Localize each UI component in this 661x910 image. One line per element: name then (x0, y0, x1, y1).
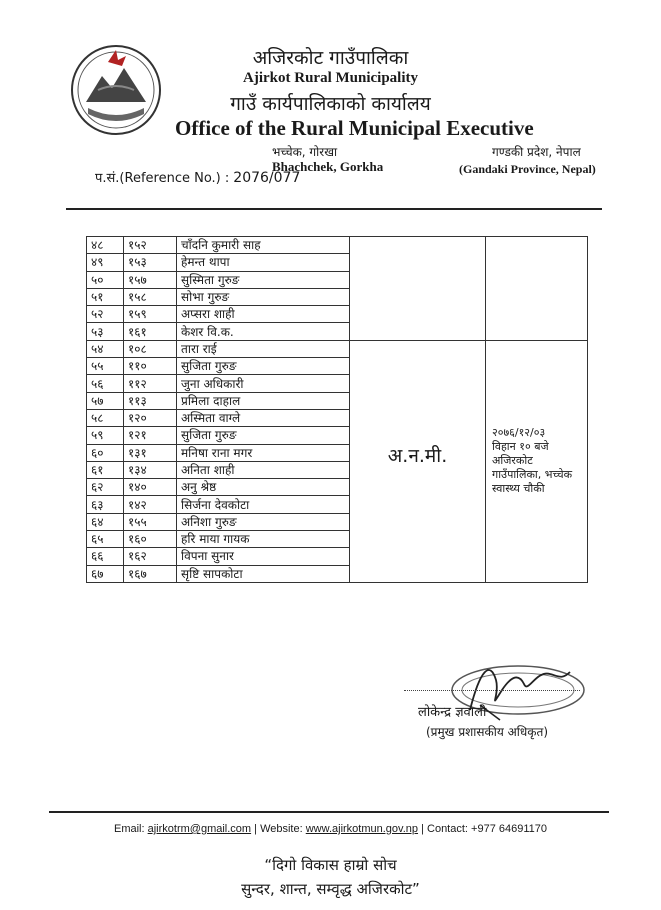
serial-number-cell: ५६ (87, 375, 124, 392)
roll-number-cell: १४२ (124, 496, 177, 513)
roll-number-cell: १५९ (124, 306, 177, 323)
footer-divider (49, 811, 609, 813)
slogan-line-2: सुन्दर, शान्त, सम्वृद्ध अजिरकोट” (241, 880, 420, 898)
candidate-name-cell: सुस्मिता गुरुङ (177, 271, 350, 288)
candidate-name-cell: प्रमिला दाहाल (177, 392, 350, 409)
serial-number-cell: ६६ (87, 548, 124, 565)
candidate-name-cell: जुना अधिकारी (177, 375, 350, 392)
roll-number-cell: १२१ (124, 427, 177, 444)
slogan-line-1: “दिगो विकास हाम्रो सोच (264, 856, 397, 874)
group-cell (350, 340, 486, 582)
serial-number-cell: ६० (87, 444, 124, 461)
serial-number-cell: ४८ (87, 237, 124, 254)
exam-venue-3: स्वास्थ्य चौकी (492, 482, 545, 496)
roll-number-cell: १६१ (124, 323, 177, 340)
roll-number-cell: १३१ (124, 444, 177, 461)
serial-number-cell: ६३ (87, 496, 124, 513)
roll-number-cell: १०८ (124, 340, 177, 357)
roll-number-cell: ११० (124, 358, 177, 375)
signatory-title: (प्रमुख प्रशासकीय अधिकृत) (426, 725, 549, 739)
candidate-name-cell: सुजिता गुरुङ (177, 427, 350, 444)
serial-number-cell: ५० (87, 271, 124, 288)
table-row (87, 340, 588, 357)
header-divider (66, 208, 602, 210)
exam-venue-1: अजिरकोट (492, 454, 533, 468)
serial-number-cell: ५४ (87, 340, 124, 357)
candidate-name-cell: विपना सुनार (177, 548, 350, 565)
address-nepali: भच्चेक, गोरखा (272, 145, 338, 159)
empty-group-cell (350, 237, 486, 341)
table-row (87, 237, 588, 254)
reference-number (95, 168, 300, 186)
exam-info-cell (486, 340, 588, 582)
serial-number-cell: ६४ (87, 513, 124, 530)
contact-number: | Contact: +977 64691170 (421, 823, 547, 835)
serial-number-cell: ५१ (87, 288, 124, 305)
serial-number-cell: ६७ (87, 565, 124, 582)
exam-date: २०७६/१२/०३ (492, 426, 546, 440)
signatory-name: लोकेन्द्र ज्ञवाली (418, 705, 487, 720)
candidate-name-cell: अनु श्रेष्ठ (177, 479, 350, 496)
candidate-name-cell: सिर्जना देवकोटा (177, 496, 350, 513)
roll-number-cell: ११२ (124, 375, 177, 392)
website-link[interactable]: www.ajirkotmun.gov.np (305, 823, 419, 835)
exam-venue-2: गाउँपालिका, भच्चेक (492, 468, 573, 482)
serial-number-cell: ५२ (87, 306, 124, 323)
roll-number-cell: १५८ (124, 288, 177, 305)
address-english: Bhachchek, Gorkha (272, 159, 384, 174)
candidate-table (86, 236, 588, 583)
roll-number-cell: ११३ (124, 392, 177, 409)
province-english: (Gandaki Province, Nepal) (459, 162, 596, 176)
candidate-name-cell: हेमन्त थापा (177, 254, 350, 271)
website-label: | Website: (254, 823, 303, 835)
candidate-name-cell: अनिता शाही (177, 461, 350, 478)
serial-number-cell: ५७ (87, 392, 124, 409)
candidate-name-cell: सोभा गुरुङ (177, 288, 350, 305)
office-name-nepali: गाउँ कार्यपालिकाको कार्यालय (230, 93, 431, 115)
serial-number-cell: ५३ (87, 323, 124, 340)
serial-number-cell: ६५ (87, 531, 124, 548)
roll-number-cell: १३४ (124, 461, 177, 478)
candidate-name-cell: मनिषा राना मगर (177, 444, 350, 461)
candidate-name-cell: अप्सरा शाही (177, 306, 350, 323)
candidate-name-cell: चाँदनि कुमारी साह (177, 237, 350, 254)
candidate-name-cell: अस्मिता वाग्ले (177, 409, 350, 426)
serial-number-cell: ४९ (87, 254, 124, 271)
office-name-english: Office of the Rural Municipal Executive (175, 116, 534, 140)
signature-line (404, 690, 580, 691)
exam-time: विहान १० बजे (492, 440, 549, 454)
province-nepali: गण्डकी प्रदेश, नेपाल (492, 145, 581, 159)
candidate-name-cell: हरि माया गायक (177, 531, 350, 548)
empty-info-cell (486, 237, 588, 341)
roll-number-cell: १५३ (124, 254, 177, 271)
roll-number-cell: १६७ (124, 565, 177, 582)
municipality-name-english: Ajirkot Rural Municipality (243, 70, 418, 86)
contact-footer (0, 823, 661, 835)
roll-number-cell: १४० (124, 479, 177, 496)
email-link[interactable]: ajirkotrm@gmail.com (147, 823, 252, 835)
roll-number-cell: १५७ (124, 271, 177, 288)
roll-number-cell: १५५ (124, 513, 177, 530)
roll-number-cell: १२० (124, 409, 177, 426)
municipality-name-nepali: अजिरकोट गाउँपालिका (252, 47, 409, 69)
serial-number-cell: ५९ (87, 427, 124, 444)
candidate-name-cell: सृष्टि सापकोटा (177, 565, 350, 582)
serial-number-cell: ६२ (87, 479, 124, 496)
roll-number-cell: १६२ (124, 548, 177, 565)
candidate-name-cell: तारा राई (177, 340, 350, 357)
email-label: Email: (114, 823, 145, 835)
reference-label: प.सं.(Reference No.) : (95, 171, 230, 186)
serial-number-cell: ६१ (87, 461, 124, 478)
reference-value: 2076/077 (233, 170, 301, 186)
group-label: अ.न.मी. (387, 445, 448, 468)
roll-number-cell: १५२ (124, 237, 177, 254)
candidate-name-cell: अनिशा गुरुङ (177, 513, 350, 530)
candidate-name-cell: केशर वि.क. (177, 323, 350, 340)
roll-number-cell: १६० (124, 531, 177, 548)
candidate-name-cell: सुजिता गुरुङ (177, 358, 350, 375)
serial-number-cell: ५८ (87, 409, 124, 426)
serial-number-cell: ५५ (87, 358, 124, 375)
